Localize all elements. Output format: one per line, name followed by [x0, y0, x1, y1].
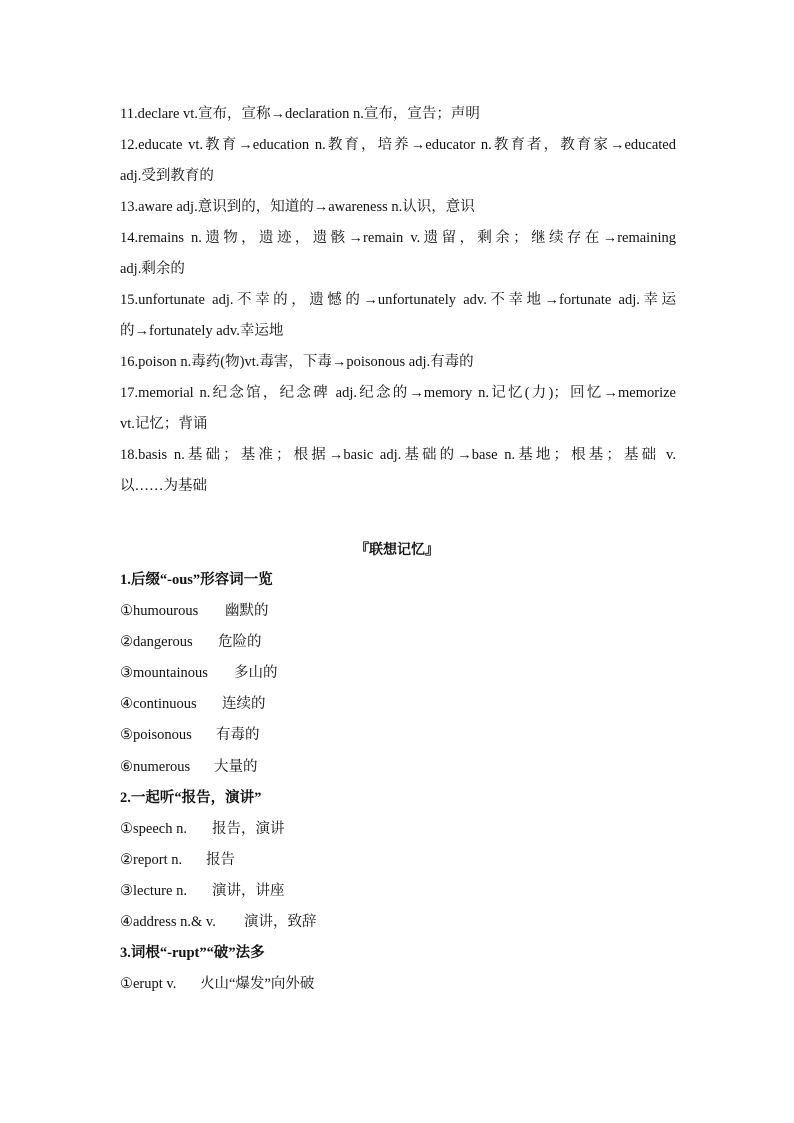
item-term: ④address n.& v. [120, 914, 216, 931]
vocab-line: 14.remains n.遗物，遗迹，遗骸→remain v.遗留，剩余；继续存在→remaining [120, 230, 676, 246]
list-item [120, 969, 676, 1000]
item-term: ⑤poisonous [120, 727, 192, 744]
item-term: ①humourous [120, 603, 199, 620]
group-title: 2.一起听“报告，演讲” [120, 789, 262, 806]
item-meaning: 报告，演讲 [212, 820, 285, 837]
item-meaning: 火山“爆发”向外破 [200, 976, 315, 993]
vocab-entry-15 [120, 285, 676, 347]
list-item [120, 658, 676, 689]
vocab-line: 18.basis n.基础；基准；根据→basic adj.基础的→base n.基地；根基；基础 v. [120, 447, 676, 463]
vocab-line: 17.memorial n.纪念馆，纪念碑 adj.纪念的→memory n.记忆(力)；回忆→memorize [120, 385, 676, 401]
list-item [120, 814, 676, 845]
list-item [120, 627, 676, 658]
list-item [120, 720, 676, 751]
list-item [120, 907, 676, 938]
vocabulary-list [120, 99, 676, 502]
item-meaning: 有毒的 [216, 727, 260, 744]
item-meaning: 连续的 [222, 696, 266, 713]
list-item [120, 689, 676, 720]
item-term: ⑥numerous [120, 758, 191, 775]
vocab-line: adj.受到教育的 [120, 168, 214, 184]
association-memory [120, 565, 676, 1000]
vocab-line: 15.unfortunate adj.不幸的，遗憾的→unfortunately adv.不幸地→fortunate adj.幸运 [120, 292, 676, 308]
vocab-entry-16 [120, 347, 676, 378]
vocab-entry-14 [120, 223, 676, 285]
vocab-line: 11.declare vt.宣布，宣称→declaration n.宣布，宣告；声明 [120, 106, 480, 122]
item-meaning: 幽默的 [225, 603, 269, 620]
vocab-line: 13.aware adj.意识到的，知道的→awareness n.认识，意识 [120, 199, 475, 215]
group-title: 3.词根“-rupt”“破”法多 [120, 945, 265, 962]
item-term: ②dangerous [120, 634, 193, 651]
list-item [120, 752, 676, 783]
vocab-line: 以……为基础 [120, 478, 207, 494]
item-term: ④continuous [120, 696, 197, 713]
vocab-line: 12.educate vt.教育→education n.教育，培养→educator n.教育者，教育家→educated [120, 137, 676, 153]
item-term: ①erupt v. [120, 976, 177, 993]
section-title: 『联想记忆』 [355, 542, 439, 558]
item-meaning: 演讲，致辞 [244, 914, 317, 931]
list-item [120, 876, 676, 907]
item-meaning: 危险的 [218, 634, 262, 651]
vocab-line: 16.poison n.毒药(物)vt.毒害，下毒→poisonous adj.有毒的 [120, 354, 474, 370]
vocab-entry-12 [120, 130, 676, 192]
vocab-entry-11 [120, 99, 676, 130]
item-meaning: 报告 [206, 851, 235, 868]
vocab-entry-17 [120, 378, 676, 440]
list-item [120, 845, 676, 876]
item-term: ③mountainous [120, 665, 208, 682]
vocab-entry-18 [120, 440, 676, 502]
item-term: ③lecture n. [120, 882, 187, 899]
item-meaning: 大量的 [214, 758, 258, 775]
item-meaning: 演讲，讲座 [212, 882, 285, 899]
group-title: 1.后缀“-ous”形容词一览 [120, 572, 273, 588]
item-term: ②report n. [120, 851, 183, 868]
item-meaning: 多山的 [234, 665, 278, 682]
item-term: ①speech n. [120, 820, 187, 837]
vocab-line: vt.记忆；背诵 [120, 416, 208, 432]
vocab-entry-13 [120, 192, 676, 223]
vocab-line: adj.剩余的 [120, 261, 185, 277]
list-item [120, 596, 676, 627]
vocab-line: 的→fortunately adv.幸运地 [120, 323, 284, 339]
